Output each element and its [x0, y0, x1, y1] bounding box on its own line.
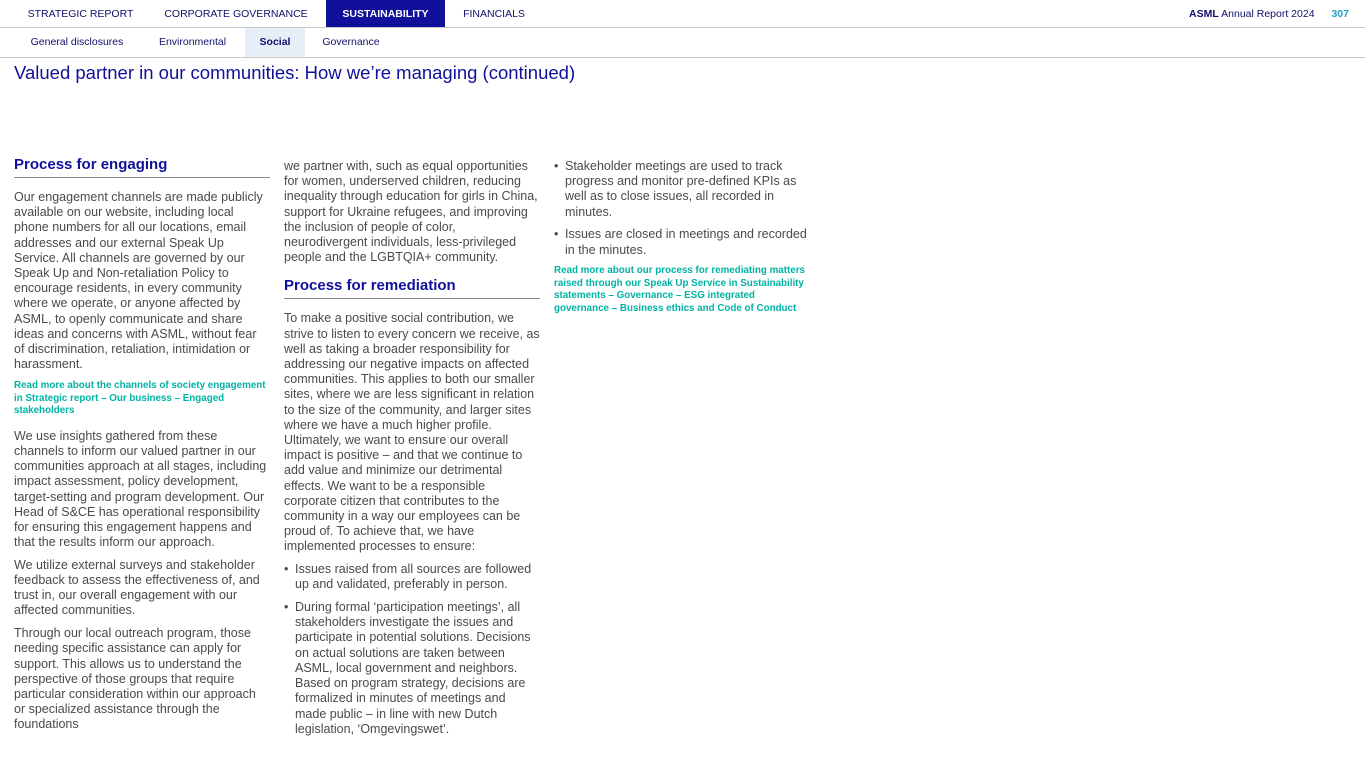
list-item-text: Stakeholder meetings are used to track progress and monitor pre-defined KPIs as well as to close issues, all recorded in minutes. — [565, 159, 797, 219]
remediation-list — [284, 562, 540, 737]
paragraph-external-surveys: We utilize external surveys and stakeholder feedback to assess the effectiveness of, and trust in, our overall engagement with our affected communities. — [14, 557, 260, 618]
subtab-general-disclosures[interactable]: General disclosures — [30, 36, 124, 48]
page-title: Valued partner in our communities: How we’re managing (continued) — [14, 62, 576, 83]
brand-name: ASML — [1189, 8, 1219, 20]
subtab-social[interactable]: Social — [245, 28, 305, 57]
paragraph-partner-foundations: we partner with, such as equal opportunities for women, underserved children, reducing inequality through education for girls in China, support for Ukraine refugees, and improving the inclusion of people of color, neurodivergent individuals, less-privileged people and the LGBTQIA+ community. — [284, 159, 538, 265]
list-item-text: Issues are closed in meetings and recorded in the minutes. — [565, 227, 807, 257]
paragraph-local-outreach: Through our local outreach program, those needing specific assistance can apply for support. This allows us to understand the perspective of those groups that require particular consideration within our approach or specialized assistance through the foundations — [14, 626, 256, 732]
paragraph-positive-contribution: To make a positive social contribution, we strive to listen to every concern we receive, as well as taking a broader responsibility for addressing our negative impacts on affected communities. This applies to both our smaller sites, where we are less significant in relation to the size of the community, and larger sites where we have a much higher profile. Ultimately, we want to ensure our overall impact is positive – and that we continue to add value and minimize our detrimental effects. We want to be a responsible corporate citizen that contributes to the community in a way our employees can be proud of. To achieve that, we have implemented processes to ensure: — [284, 311, 540, 554]
column-1 — [14, 156, 270, 740]
paragraph-engagement-channels: Our engagement channels are made publicly available on our website, including local phone numbers for all our locations, email addresses and our external Speak Up Service. All channels are governed by our Speak Up and Non-retaliation Policy to encourage residents, in every community where we operate, or anyone affected by ASML, to openly communicate and share ideas and concerns with ASML, without fear of discrimination, retaliation, intimidation or harassment. — [14, 190, 263, 372]
page-number: 307 — [1331, 8, 1349, 20]
column-3 — [554, 159, 810, 327]
list-item: • Issues are closed in meetings and recorded in the minutes. — [554, 227, 807, 257]
tab-strategic-report[interactable]: STRATEGIC REPORT — [27, 8, 134, 20]
heading-process-for-engaging: Process for engaging — [14, 156, 270, 178]
subtab-environmental[interactable]: Environmental — [158, 36, 227, 48]
link-remediation-process[interactable]: Read more about our process for remediating matters raised through our Speak Up Service in Sustainability statements – Governance – ESG integrated governance – Business ethics and Code of Conduct — [554, 265, 805, 314]
list-item-text: During formal ‘participation meetings’, all stakeholders investigate the issues and participate in potential solutions. Decisions on actual solutions are taken between ASML, local government and neighbors. Based on program strategy, decisions are formalized in minutes of meetings and made public – in line with new Dutch legislation, ‘Omgevingswet’. — [295, 600, 531, 736]
link-society-engagement[interactable]: Read more about the channels of society engagement in Strategic report – Our business – Engaged stakeholders — [14, 379, 266, 417]
list-item: • During formal ‘participation meetings’, all stakeholders investigate the issues and participate in potential solutions. Decisions on actual solutions are taken between ASML, local government and neighbors. Based on program strategy, decisions are formalized in minutes of meetings and made public – in line with new Dutch legislation, ‘Omgevingswet’. — [284, 600, 531, 736]
list-item-text: Issues raised from all sources are followed up and validated, preferably in person. — [295, 562, 532, 592]
list-item: • Issues raised from all sources are followed up and validated, preferably in person. — [284, 562, 532, 592]
report-branding — [1189, 0, 1349, 27]
tab-corporate-governance[interactable]: CORPORATE GOVERNANCE — [164, 8, 308, 20]
section-navigation — [0, 28, 1365, 58]
remediation-list-continued — [554, 159, 810, 258]
heading-process-for-remediation: Process for remediation — [284, 277, 540, 299]
tab-sustainability[interactable]: SUSTAINABILITY — [326, 0, 445, 27]
list-item: • Stakeholder meetings are used to track progress and monitor pre-defined KPIs as well as to close issues, all recorded in minutes. — [554, 159, 797, 219]
top-navigation — [0, 0, 1365, 28]
paragraph-insights: We use insights gathered from these channels to inform our valued partner in our communities approach at all stages, including impact assessment, policy development, target-setting and program development. Our Head of S&CE has operational responsibility for ensuring this engagement happens and that the results inform our approach. — [14, 428, 267, 550]
subtab-governance[interactable]: Governance — [322, 36, 380, 48]
column-2 — [284, 159, 540, 744]
tab-financials[interactable]: FINANCIALS — [463, 8, 525, 20]
report-name: Annual Report 2024 — [1221, 8, 1315, 20]
